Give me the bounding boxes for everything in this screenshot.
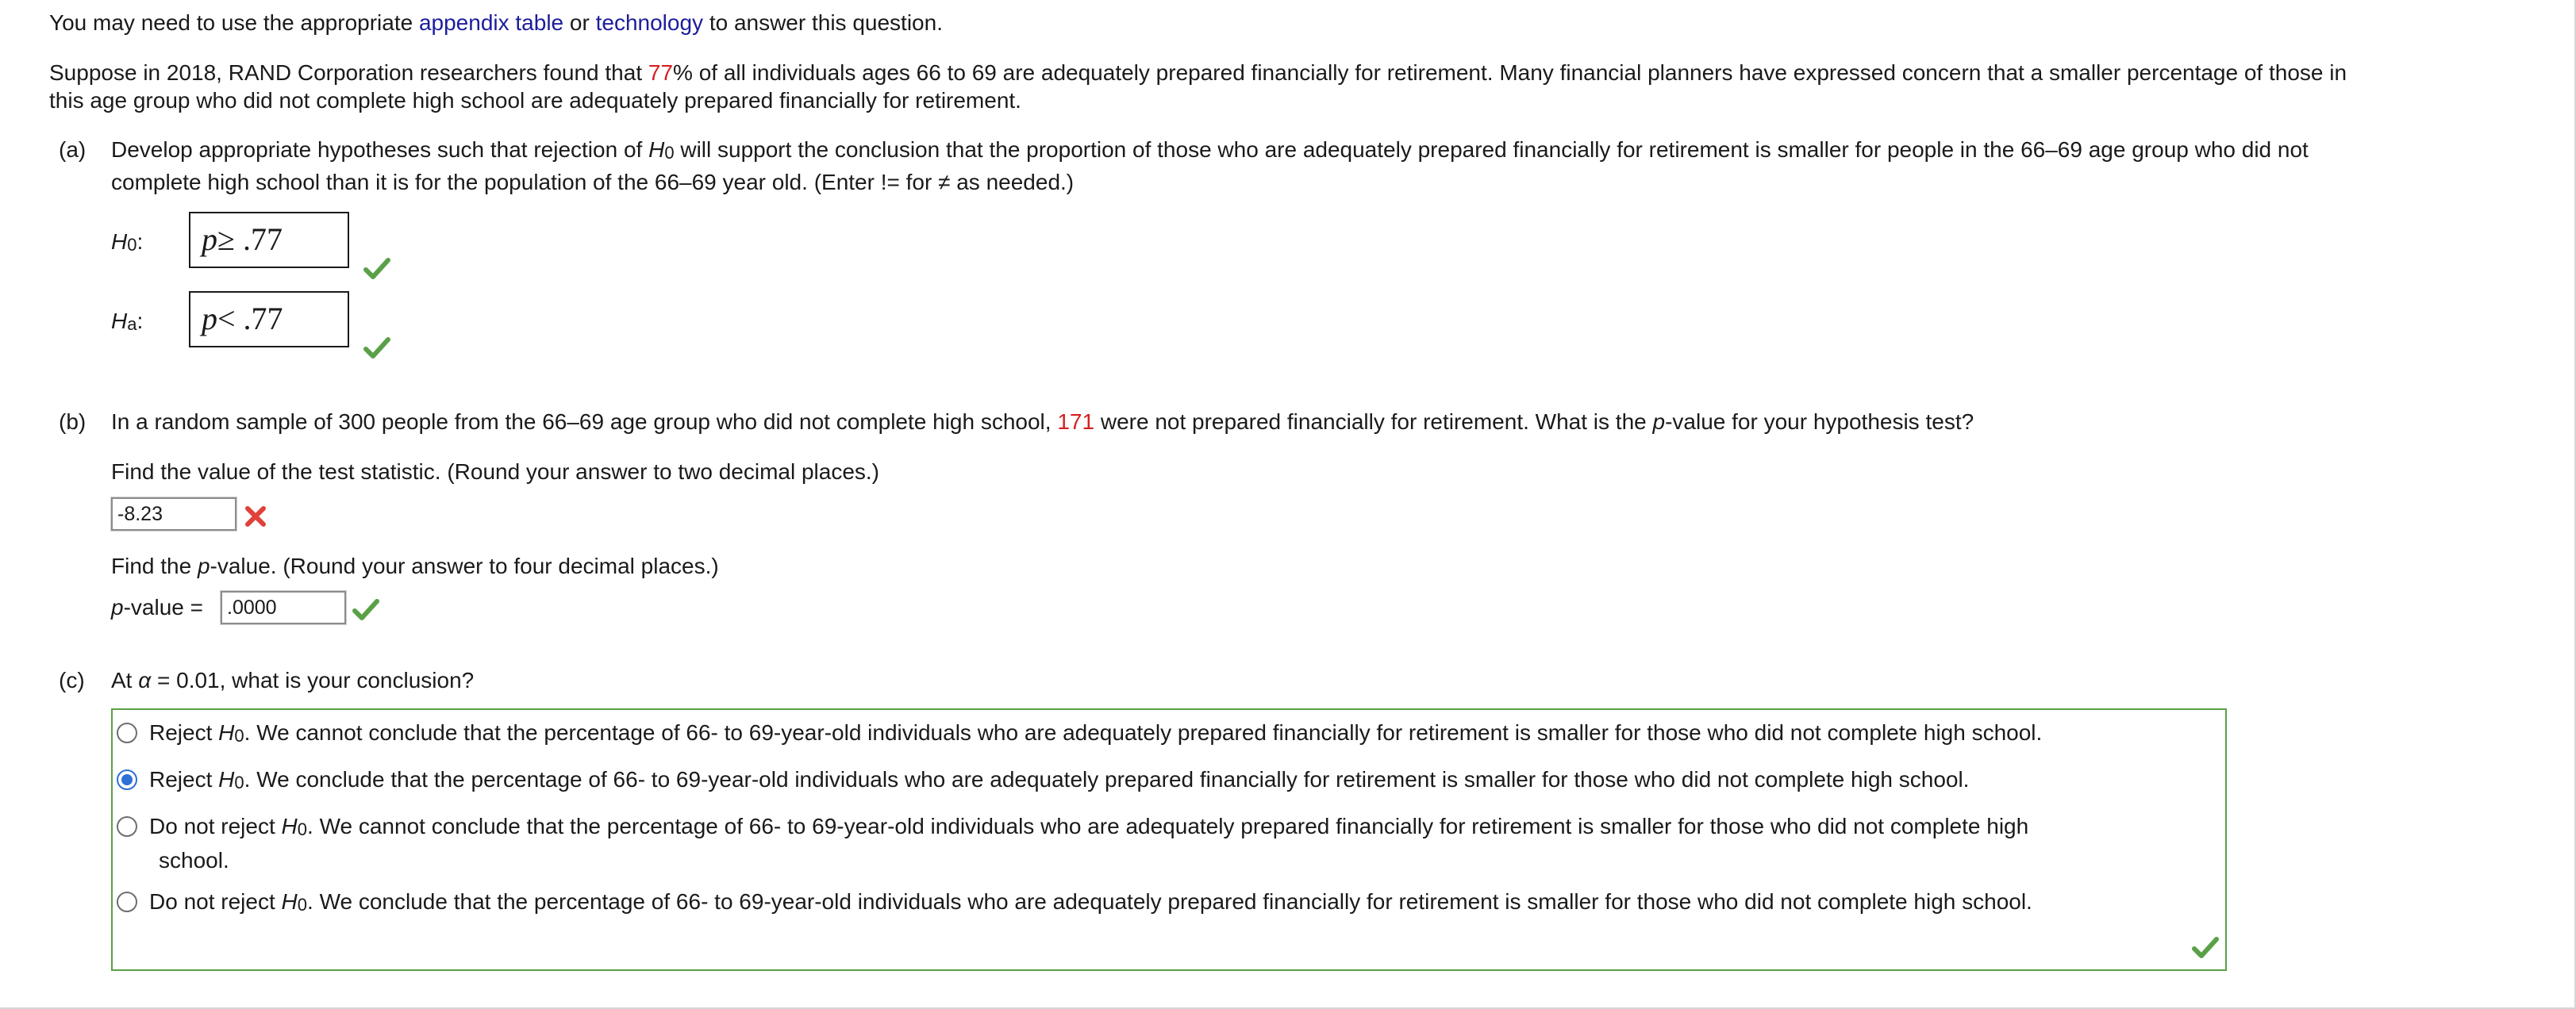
option-2-label[interactable]: Reject $H_0$. We conclude that the percentage of 66- to 69-year-old individuals who are adequately prepared financially for retirement is smaller for those who did not complete high school. <box>149 767 1970 792</box>
ha-label: $H_a$: <box>111 309 144 334</box>
incorrect-x-icon <box>244 504 267 528</box>
part-a-label: (a) <box>59 137 87 162</box>
p-value-input[interactable]: .0000 <box>221 591 346 624</box>
part-b-label: (b) <box>59 409 87 434</box>
intro-prefix: You may need to use the appropriate <box>49 10 413 35</box>
part-c-label: (c) <box>59 668 85 692</box>
part-b-question: In a random sample of 300 people from the 66–69 age group who did not complete high school, 171 were not prepared financially for retirement. What is the p-value for your hypothesis test? <box>111 409 1974 434</box>
technology-link[interactable]: technology <box>595 10 704 35</box>
intro-suffix: to answer this question. <box>709 10 943 35</box>
option-1-label[interactable]: Reject $H_0$. We cannot conclude that the percentage of 66- to 69-year-old individuals who are adequately prepared financially for retirement is smaller for those who did not complete high school. <box>149 720 2043 746</box>
test-statistic-prompt: Find the value of the test statistic. (Round your answer to two decimal places.) <box>111 459 880 484</box>
part-c-question: At α = 0.01, what is your conclusion? <box>111 668 475 692</box>
intro-line <box>49 9 943 37</box>
p-value-prompt: Find the p-value. (Round your answer to four decimal places.) <box>111 554 719 578</box>
appendix-table-link[interactable]: appendix table <box>418 10 564 35</box>
scenario-line-1: Suppose in 2018, RAND Corporation researchers found that 77% of all individuals ages 66 to 69 are adequately prepared financially for retirement. Many financial planners have expressed concern that a smaller percentage of those in <box>49 60 2347 85</box>
correct-check-icon <box>363 257 390 281</box>
option-reject-conclude-radio[interactable] <box>117 769 137 790</box>
correct-check-icon <box>2192 936 2219 960</box>
h0-label: $H_0$: <box>111 229 144 255</box>
h0-answer-box[interactable]: p≥ .77 <box>189 212 349 268</box>
option-do-not-reject-conclude-radio[interactable] <box>117 892 137 912</box>
ha-answer-box[interactable]: p< .77 <box>189 291 349 347</box>
scenario-line-2: this age group who did not complete high school are adequately prepared financially for retirement. <box>49 88 1021 113</box>
test-statistic-input[interactable]: -8.23 <box>111 497 236 531</box>
option-3-label[interactable]: Do not reject $H_0$. We cannot conclude that the percentage of 66- to 69-year-old individuals who are adequately prepared financially for retirement is smaller for those who did not complete high <box>149 814 2029 839</box>
option-reject-cannot-conclude-radio[interactable] <box>117 723 137 743</box>
option-do-not-reject-cannot-conclude-radio[interactable] <box>117 816 137 837</box>
sample-count-value: 171 <box>1057 409 1095 434</box>
option-3-label-continued[interactable]: school. <box>159 848 229 873</box>
part-a-question-line-2: complete high school than it is for the population of the 66–69 year old. (Enter != for ≠ as needed.) <box>111 170 1075 194</box>
correct-check-icon <box>363 336 390 360</box>
intro-or: or <box>569 10 590 35</box>
option-4-label[interactable]: Do not reject $H_0$. We conclude that the percentage of 66- to 69-year-old individuals who are adequately prepared financially for retirement is smaller for those who did not complete high school. <box>149 889 2032 915</box>
percent-value: 77 <box>648 60 674 85</box>
p-value-label: p-value = <box>111 595 203 620</box>
correct-check-icon <box>352 598 379 622</box>
part-a-question-line-1: Develop appropriate hypotheses such that rejection of $H_0$ will support the conclusion that the proportion of those who are adequately prepared financially for retirement is smaller for people in the 66–69 age group who did not <box>111 137 2309 163</box>
